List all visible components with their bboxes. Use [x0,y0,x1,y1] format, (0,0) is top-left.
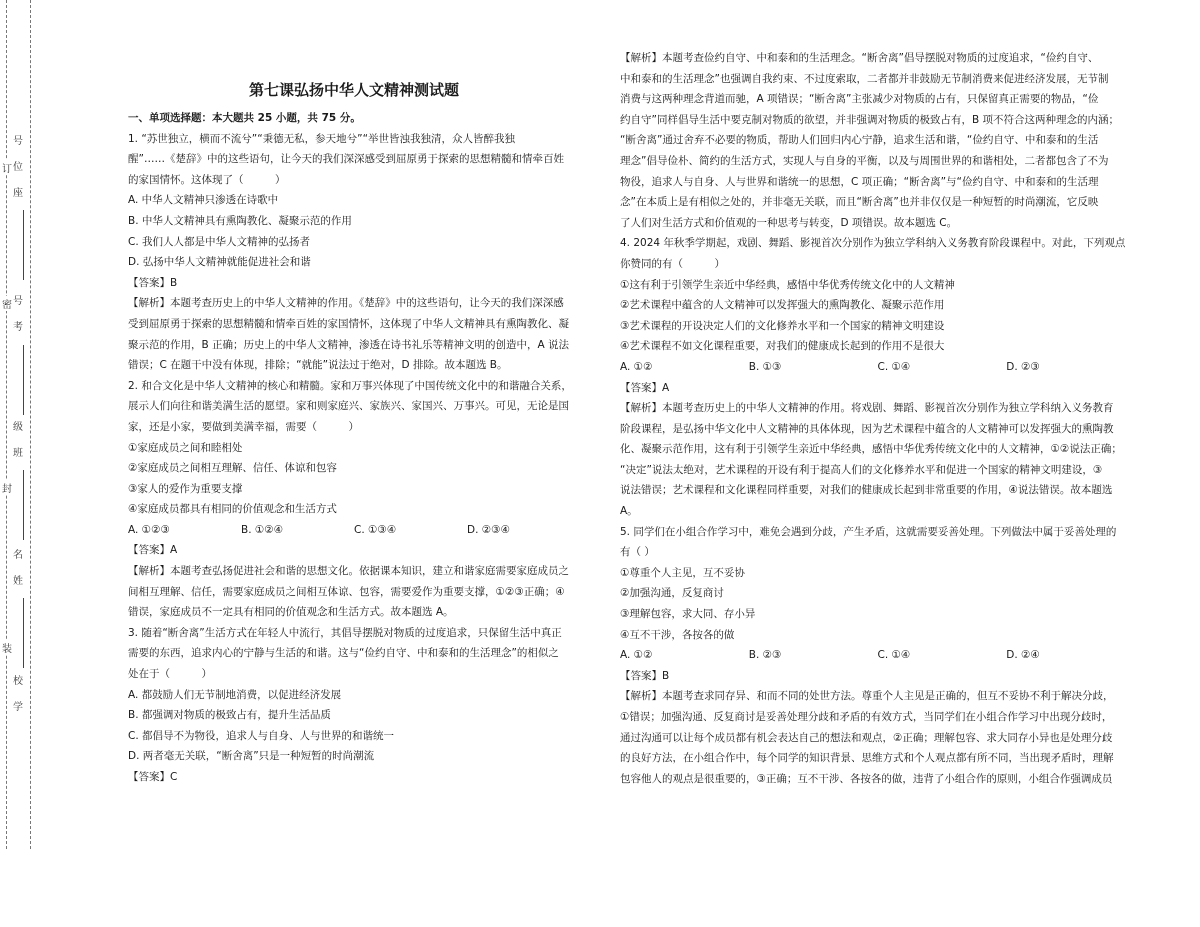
binding-seal-char: 密 [2,296,12,311]
option-b: B. ①②④ [241,523,284,536]
text-line: 的良好方法，在小组合作中，每个同学的知识背景、思维方式和个人观点都有所不同，当出现矛盾时，理解 [620,752,1114,765]
option-d: D. ②③④ [467,523,510,536]
right-lines-2 [620,378,1135,646]
option-line: D. 两者毫无关联，“断舍离”只是一种短暂的时尚潮流 [128,750,375,763]
answer-line: 【答案】B [128,276,178,289]
option-d: D. ②③ [1006,360,1040,373]
text-line: 错误，家庭成员不一定具有相同的价值观念和生活方式。故本题选 A。 [128,606,454,619]
text-line: 受到屈原勇于探索的思想精髓和情牵百姓的家国情怀，这体现了中华人文精神具有熏陶教化、凝 [128,317,569,330]
answer-line: 【答案】A [128,544,178,557]
option-a: A. ①②③ [128,523,170,536]
binding-blank-line [23,598,24,668]
text-line: 通过沟通可以让每个成员都有机会表达自己的想法和观点，②正确；理解包容、求大同存小异也是处理分歧 [620,731,1113,744]
text-line: ①这有利于引领学生亲近中华经典，感悟中华优秀传统文化中的人文精神 [620,278,955,291]
option-line: D. 弘扬中华人文精神就能促进社会和谐 [128,256,311,269]
option-c: C. ①④ [877,360,911,373]
text-line: 2. 和合文化是中华人文精神的核心和精髓。家和万事兴体现了中国传统文化中的和谐融合关系， [128,379,572,392]
binding-label: 座 [8,184,28,204]
answer-line: 【答案】C [128,771,178,783]
text-line: 需要的东西，追求内心的宁静与生活的和谐。这与“俭约自守、中和泰和的生活理念”的相似之 [128,647,559,660]
text-line: ①家庭成员之间和睦相处 [128,441,243,454]
text-line: ①尊重个人主见，互不妥协 [620,566,745,579]
right-lines-3 [620,666,1135,790]
option-line: C. 都倡导不为物役，追求人与自身、人与世界的和谐统一 [128,729,395,742]
option-a: A. ①② [620,360,653,373]
text-line: 错误；C 在题干中没有体现，排除；“就能”说法过于绝对，D 排除。故本题选 B。 [128,359,508,372]
text-line: 有（ ） [620,546,655,559]
option-b: B. ①③ [748,360,782,373]
options-row-q2 [128,520,580,541]
text-line: 3. 随着“断舍离”生活方式在年轻人中流行，其倡导摆脱对物质的过度追求，只保留生活中真正 [128,626,562,639]
text-line: 【解析】本题考查历史上的中华人文精神的作用。将戏剧、舞蹈、影视首次分别作为独立学科纳入义务教育 [620,402,1114,415]
text-line: 阶段课程，是弘扬中华文化中人文精神的具体体现，因为艺术课程中蕴含的人文精神可以发挥强大的熏陶教 [620,422,1114,435]
answer-line: 【答案】B [620,669,670,682]
text-line: ③家人的爱作为重要支撑 [128,482,243,495]
text-line: 【解析】本题考查历史上的中华人文精神的作用。《楚辞》中的这些语句，让今天的我们深深感 [128,297,564,310]
text-line: ②艺术课程中蕴含的人文精神可以发挥强大的熏陶教化、凝聚示范作用 [620,299,945,312]
option-a: A. ①② [620,649,653,662]
text-line: “断舍离”通过舍弃不必要的物质，帮助人们回归内心宁静，追求生活和谐，“俭约自守、中和泰和的生活 [620,134,1099,147]
options-row-q4 [620,357,1135,378]
text-line: 了人们对生活方式和价值观的一种思考与转变，D 项错误。故本题选 C。 [620,216,958,229]
text-line: 家，还是小家，要做到美满幸福，需要（ ） [128,420,359,433]
text-line: 1. “苏世独立，横而不流兮”“秉德无私，参天地兮”“举世皆浊我独清，众人皆醉我独 [128,132,516,145]
option-line: B. 都强调对物质的极致占有，提升生活品质 [128,709,331,722]
text-line: 【解析】本题考查求同存异、和而不同的处世方法。尊重个人主见是正确的，但互不妥协不利于解决分歧， [620,690,1114,703]
option-line: B. 中华人文精神具有熏陶教化、凝聚示范的作用 [128,214,352,227]
binding-margin [0,0,44,849]
text-line: 展示人们向往和谐美满生活的愿望。家和则家庭兴、家族兴、家国兴、万事兴。可见，无论是国 [128,400,569,413]
text-line: “决定”说法太绝对，艺术课程的开设有利于提高人们的文化修养水平和促进一个国家的精神文明建设，③ [620,463,1103,476]
answer-line: 【答案】A [620,381,670,394]
binding-label: 班 [8,444,28,464]
option-c: C. ①③④ [354,523,397,536]
binding-label: 级 [8,418,28,438]
options-row-q5 [620,645,1135,666]
binding-seal-char: 封 [2,480,12,495]
text-line: 物役，追求人与自身、人与世界和谐统一的思想，C 项正确；“断舍离”与“俭约自守、中和泰和的生活理 [620,175,1099,188]
binding-blank-line [23,345,24,415]
binding-dashed-line [30,0,31,849]
binding-label: 校 [8,672,28,692]
binding-label: 学 [8,698,28,718]
right-column [620,0,1135,897]
binding-label: 名 [8,546,28,566]
binding-blank-line [23,210,24,280]
option-line: A. 都鼓励人们无节制地消费，以促进经济发展 [128,688,342,701]
text-line: ①错误；加强沟通、反复商讨是妥善处理分歧和矛盾的有效方式，当同学们在小组合作学习中出现分歧时， [620,711,1113,723]
binding-blank-line [23,470,24,540]
text-line: 化、凝聚示范作用，这有利于引领学生亲近中华经典，感悟中华优秀传统文化中的人文精神，①②说法正确； [620,443,1122,456]
text-line: 5. 同学们在小组合作学习中，难免会遇到分歧，产生矛盾，这就需要妥善处理。下列做法中属于妥善处理的 [620,525,1117,538]
text-line: ②家庭成员之间相互理解、信任、体谅和包容 [128,462,337,475]
text-line: ④艺术课程不如文化课程重要，对我们的健康成长起到的作用不是很大 [620,340,945,353]
binding-label: 姓 [8,572,28,592]
left-lines [128,129,580,520]
text-line: 理念”倡导俭朴、简约的生活方式，实现人与自身的平衡，以及与周围世界的和谐相处，二者都包含了不为 [620,154,1109,167]
text-line: 处在于（ ） [128,668,212,681]
option-line: C. 我们人人都是中华人文精神的弘扬者 [128,235,311,248]
text-line: 4. 2024 年秋季学期起，戏剧、舞蹈、影视首次分别作为独立学科纳入义务教育阶段课程中。对此，下列观点 [620,237,1126,250]
binding-dashed-line [6,0,7,849]
page-title: 第七课弘扬中华人文精神测试题 [248,81,459,99]
text-line: 的家国情怀。这体现了（ ） [128,173,286,186]
binding-label: 位 [8,158,28,178]
text-line: 念”在本质上是有相似之处的，并非毫无关联，而且“断舍离”也并非仅仅是一种短暂的时尚潮流，它反映 [620,196,1099,209]
text-line: ④互不干涉，各按各的做 [620,628,735,641]
text-line: 说法错误；艺术课程和文化课程同样重要，对我们的健康成长起到非常重要的作用，④说法错误。故本题选 [620,484,1113,497]
text-line: 你赞同的有（ ） [620,257,725,270]
text-line: 约自守”同样倡导生活中要克制对物质的欲望，并非强调对物质的极致占有，B 项不符合这两种理念的内涵； [620,113,1119,126]
section-heading: 一、单项选择题：本大题共 25 小题，共 75 分。 [128,112,361,124]
text-line: ③艺术课程的开设决定人们的文化修养水平和一个国家的精神文明建设 [620,319,945,332]
binding-label: 号 [8,292,28,312]
text-line: ②加强沟通，反复商讨 [620,587,724,600]
text-line: 包容他人的观点是很重要的，③正确；互不干涉、各按各的做，违背了小组合作的原则，小组合作强调成员 [620,772,1113,785]
left-column [128,0,580,927]
binding-label: 考 [8,318,28,338]
text-line: 【解析】本题考查俭约自守、中和泰和的生活理念。“断舍离”倡导摆脱对物质的过度追求，“俭约自守、 [620,52,1099,64]
option-d: D. ②④ [1006,649,1040,662]
text-line: 间相互理解、信任，需要家庭成员之间相互体谅、包容，需要爱作为重要支撑，①②③正确；④ [128,585,565,598]
option-b: B. ②③ [748,649,782,662]
text-line: A。 [620,505,638,518]
text-line: ④家庭成员都具有相同的价值观念和生活方式 [128,503,337,516]
left-lines-2 [128,540,580,787]
right-lines [620,48,1135,357]
text-line: 聚示范的作用，B 正确；历史上的中华人文精神，渗透在诗书礼乐等精神文明的创造中，A 说法 [128,338,570,351]
text-line: ③理解包容，求大同、存小异 [620,608,756,621]
text-line: 中和泰和的生活理念”也强调自我约束、不过度索取，二者都并非鼓励无节制消费来促进经济发展，无节制 [620,72,1109,85]
binding-seal-char: 订 [2,160,12,175]
option-c: C. ①④ [877,649,911,662]
text-line: 醒”……《楚辞》中的这些语句，让今天的我们深深感受到屈原勇于探索的思想精髓和情牵百姓 [128,153,564,166]
binding-label: 号 [8,132,28,152]
option-line: A. 中华人文精神只渗透在诗歌中 [128,194,279,207]
binding-seal-char: 装 [2,640,12,655]
text-line: 【解析】本题考查弘扬促进社会和谐的思想文化。依据课本知识，建立和谐家庭需要家庭成员之 [128,565,569,578]
text-line: 消费与这两种理念背道而驰，A 项错误；“断舍离”主张减少对物质的占有，只保留真正需要的物品，“俭 [620,93,1099,106]
